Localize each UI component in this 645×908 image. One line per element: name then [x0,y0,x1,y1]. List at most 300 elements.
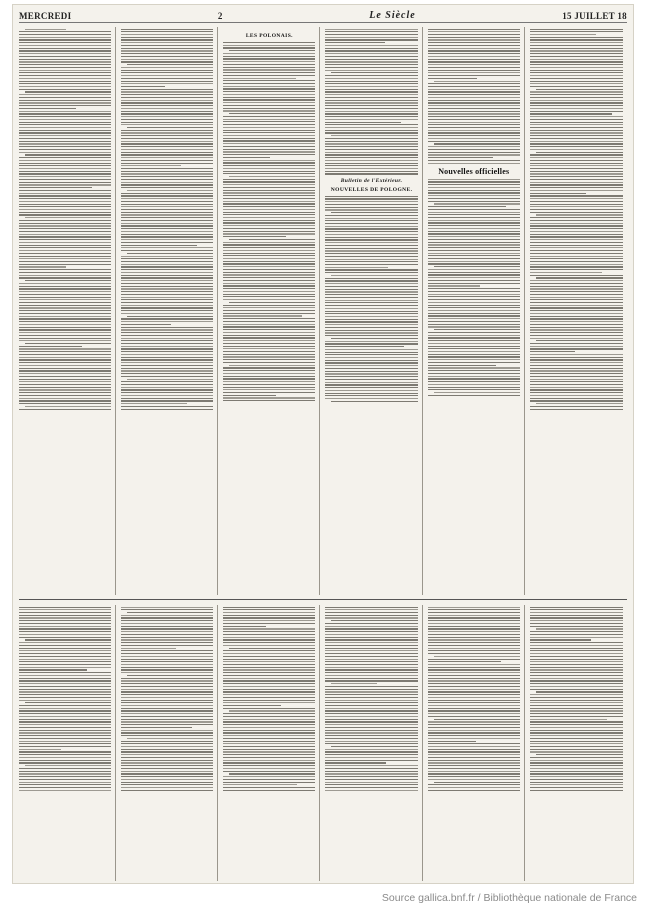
text-line [121,776,213,777]
text-line [223,250,315,251]
text-line [223,231,315,232]
text-line [325,743,417,744]
text-line [428,710,520,711]
text-line [19,173,111,174]
text-line [428,212,520,213]
text-line [19,209,111,210]
text-line [428,705,520,706]
text-line [223,261,315,262]
text-line [325,97,417,98]
text-line [530,111,623,112]
text-line [325,782,417,783]
text-line [530,751,623,752]
text-line [530,212,623,213]
text-line [325,267,388,268]
text-line [530,195,623,196]
text-line [325,319,417,320]
text-line [121,395,213,396]
text-line [223,296,315,297]
text-line [428,160,520,161]
text-line [19,305,111,306]
text-line [121,628,213,629]
text-line [19,362,111,363]
text-line [428,395,520,396]
text-line [428,225,520,226]
text-line [530,250,623,251]
text-line [325,111,417,112]
text-line [428,318,520,319]
text-line [428,157,493,158]
text-line [121,373,213,374]
text-line [121,277,213,278]
text-line [325,330,417,331]
text-line [428,274,520,275]
text-line [530,398,623,399]
text-line [19,130,111,131]
text-line [325,59,417,60]
text-line [121,149,213,150]
text-line [325,286,417,287]
text-line [121,751,213,752]
text-line [121,94,213,95]
text-line [223,244,315,245]
text-line [121,29,213,30]
text-line [121,351,213,352]
text-line [19,313,111,314]
text-line [121,773,213,774]
text-line [121,787,213,788]
text-line [530,327,623,328]
text-line [223,607,315,608]
text-line [530,34,596,35]
text-line [536,152,623,153]
text-line [325,253,417,254]
text-line [121,146,213,147]
text-line [530,354,623,355]
text-line [19,721,111,722]
text-line [223,656,315,657]
text-line [19,242,111,243]
heading-bulletin: Bulletin de l'Extérieur. [340,177,403,184]
text-line [223,171,315,172]
text-line [530,357,623,358]
text-line [331,338,417,339]
text-line [428,64,520,65]
text-line [121,72,213,73]
text-line [19,620,111,621]
text-line [428,749,520,750]
text-line [325,765,417,766]
text-line [223,754,315,755]
text-line [325,760,417,761]
text-line [325,341,417,342]
text-line [428,743,520,744]
text-line [325,39,417,40]
text-line [229,648,315,649]
text-line [331,683,376,684]
text-line [19,708,111,709]
text-line [325,705,417,706]
text-line [223,214,315,215]
text-line [530,732,623,733]
text-line [530,37,623,38]
text-line [325,61,417,62]
text-line [223,187,315,188]
text-line [223,233,315,234]
text-line [428,283,520,284]
text-line [223,75,315,76]
text-line [223,672,315,673]
text-line [428,326,520,327]
text-line [223,47,315,48]
text-line [223,157,270,158]
text-line [223,628,315,629]
text-line [19,661,111,662]
text-line [19,187,92,188]
text-line [121,307,213,308]
text-line [19,236,111,237]
text-line [325,37,417,38]
text-line [530,607,623,608]
text-line [325,297,417,298]
text-line [19,335,111,336]
text-line [223,67,315,68]
text-line [121,765,213,766]
text-line [325,269,417,270]
text-line [19,157,111,158]
text-line [19,225,111,226]
column-2 [121,27,218,595]
text-line [325,48,417,49]
text-line [428,680,520,681]
text-line [121,78,213,79]
text-line [19,329,111,330]
text-line [19,228,111,229]
text-line [325,773,417,774]
text-line [19,776,111,777]
text-line [223,354,315,355]
text-line [223,242,315,243]
text-line [530,389,623,390]
text-line [530,48,623,49]
text-line [530,376,623,377]
text-line [19,34,111,35]
text-line [19,168,111,169]
text-line [19,760,111,761]
text-line [121,111,213,112]
text-line [530,760,623,761]
text-line [223,294,315,295]
text-line [223,612,315,613]
text-line [530,648,623,649]
text-line [428,351,520,352]
text-line [121,256,213,257]
text-line [121,283,213,284]
text-line [121,59,213,60]
text-line [428,48,520,49]
text-line [428,29,520,30]
text-line [223,119,315,120]
text-line [530,669,623,670]
text-line [530,275,623,276]
text-line [121,376,213,377]
text-line [121,669,213,670]
text-line [428,61,520,62]
text-line [223,617,315,618]
text-line [428,250,520,251]
text-line [530,86,623,87]
text-line [19,351,111,352]
text-line [530,639,591,640]
column-1 [19,27,116,595]
text-line [223,263,315,264]
text-line [19,365,111,366]
text-line [121,680,213,681]
text-line [223,367,315,368]
text-line [121,357,213,358]
text-line [121,406,213,407]
text-line [121,242,213,243]
text-line [223,356,315,357]
text-line [428,59,520,60]
text-line [223,220,315,221]
text-line [121,193,213,194]
text-line [434,81,520,82]
text-line [530,146,623,147]
text-line [223,716,315,717]
text-line [530,187,623,188]
text-line [121,697,213,698]
text-line [25,154,111,155]
text-line [428,53,520,54]
text-line [19,165,111,166]
text-line [428,94,520,95]
text-line [121,294,213,295]
text-line [428,236,520,237]
text-line [223,771,315,772]
text-line [325,721,417,722]
text-line [325,387,417,388]
text-line [428,609,520,610]
text-line [530,64,623,65]
text-line [428,628,520,629]
text-line [530,702,623,703]
feuilleton-column-4 [325,605,422,881]
text-line [325,634,417,635]
text-line [19,258,111,259]
text-line [325,311,417,312]
text-line [223,776,315,777]
text-line [530,735,623,736]
text-line [530,373,623,374]
text-line [325,738,417,739]
text-line [223,105,315,106]
text-line [121,247,213,248]
text-line [325,321,417,322]
text-line [223,45,315,46]
text-line [121,672,213,673]
text-line [428,135,520,136]
text-line [121,154,213,155]
text-line [428,653,520,654]
text-line [121,204,213,205]
text-line [223,255,315,256]
text-line [229,773,315,774]
text-line [428,667,520,668]
text-line [325,727,417,728]
text-line [19,48,111,49]
text-line [530,242,623,243]
text-line [223,190,315,191]
text-line [19,78,111,79]
text-line [428,253,520,254]
text-line [19,634,111,635]
text-line [19,127,111,128]
text-line [223,258,315,259]
text-line [325,264,417,265]
text-line [19,105,111,106]
text-line [325,713,417,714]
text-line [428,285,481,286]
text-line [325,667,417,668]
text-line [428,634,520,635]
text-line [325,730,417,731]
text-line [530,784,623,785]
text-line [19,710,111,711]
text-line [325,67,417,68]
text-line [530,710,623,711]
text-line [223,743,315,744]
text-line [19,275,111,276]
text-line [530,78,623,79]
text-line [325,607,417,608]
text-line [428,790,520,791]
text-line [428,192,520,193]
text-line [428,116,520,117]
text-line [223,735,315,736]
text-line [530,719,607,720]
text-line [428,198,520,199]
text-line [121,354,213,355]
text-line [19,617,111,618]
text-line [121,705,213,706]
text-line [121,37,213,38]
text-line [428,340,520,341]
text-line [530,680,623,681]
text-line [19,307,111,308]
text-line [325,220,417,221]
text-line [325,50,417,51]
text-line [428,179,520,180]
text-line [121,757,213,758]
text-line [530,362,623,363]
text-line [223,253,315,254]
text-line [325,207,417,208]
text-line [121,700,213,701]
text-line [530,105,623,106]
text-line [121,212,213,213]
text-line [19,206,111,207]
text-line [325,754,417,755]
text-line [121,122,213,123]
text-line [325,34,417,35]
text-line [121,381,213,382]
text-line [19,116,111,117]
text-line [325,735,417,736]
text-line [428,642,520,643]
text-line [19,190,111,191]
text-line [121,387,213,388]
text-line [19,56,111,57]
text-line [223,631,315,632]
text-line [19,686,111,687]
text-line [223,697,315,698]
text-line [325,768,417,769]
text-line [25,765,111,766]
text-line [127,190,213,191]
text-line [121,389,213,390]
text-line [530,165,623,166]
text-line [325,45,417,46]
text-line [121,234,213,235]
text-line [121,91,213,92]
text-line [325,395,417,396]
text-line [121,81,213,82]
text-line [19,730,111,731]
text-line [19,628,111,629]
text-line [121,329,213,330]
text-line [530,790,623,791]
text-line [19,245,111,246]
text-line [19,694,111,695]
text-line [121,206,213,207]
text-line [121,779,213,780]
text-line [19,269,111,270]
text-line [19,675,111,676]
text-line [325,637,417,638]
text-line [530,291,623,292]
text-line [19,138,111,139]
text-line [223,782,315,783]
text-line [428,97,520,98]
text-line [121,623,213,624]
text-line [530,143,623,144]
text-line [19,102,111,103]
text-line [121,686,213,687]
text-line [530,182,623,183]
text-line [19,409,111,410]
text-line [19,124,111,125]
text-line [121,615,213,616]
text-line [19,291,111,292]
text-line [19,678,111,679]
text-line [19,790,111,791]
text-line [428,754,520,755]
text-line [19,700,111,701]
text-line [325,749,417,750]
text-line [223,381,315,382]
text-line [325,691,417,692]
text-line [19,738,111,739]
text-line [223,181,315,182]
text-line [325,376,417,377]
text-line [19,779,111,780]
text-line [325,261,417,262]
text-line [428,113,520,114]
text-line [19,64,111,65]
text-line [325,716,417,717]
text-line [428,373,520,374]
